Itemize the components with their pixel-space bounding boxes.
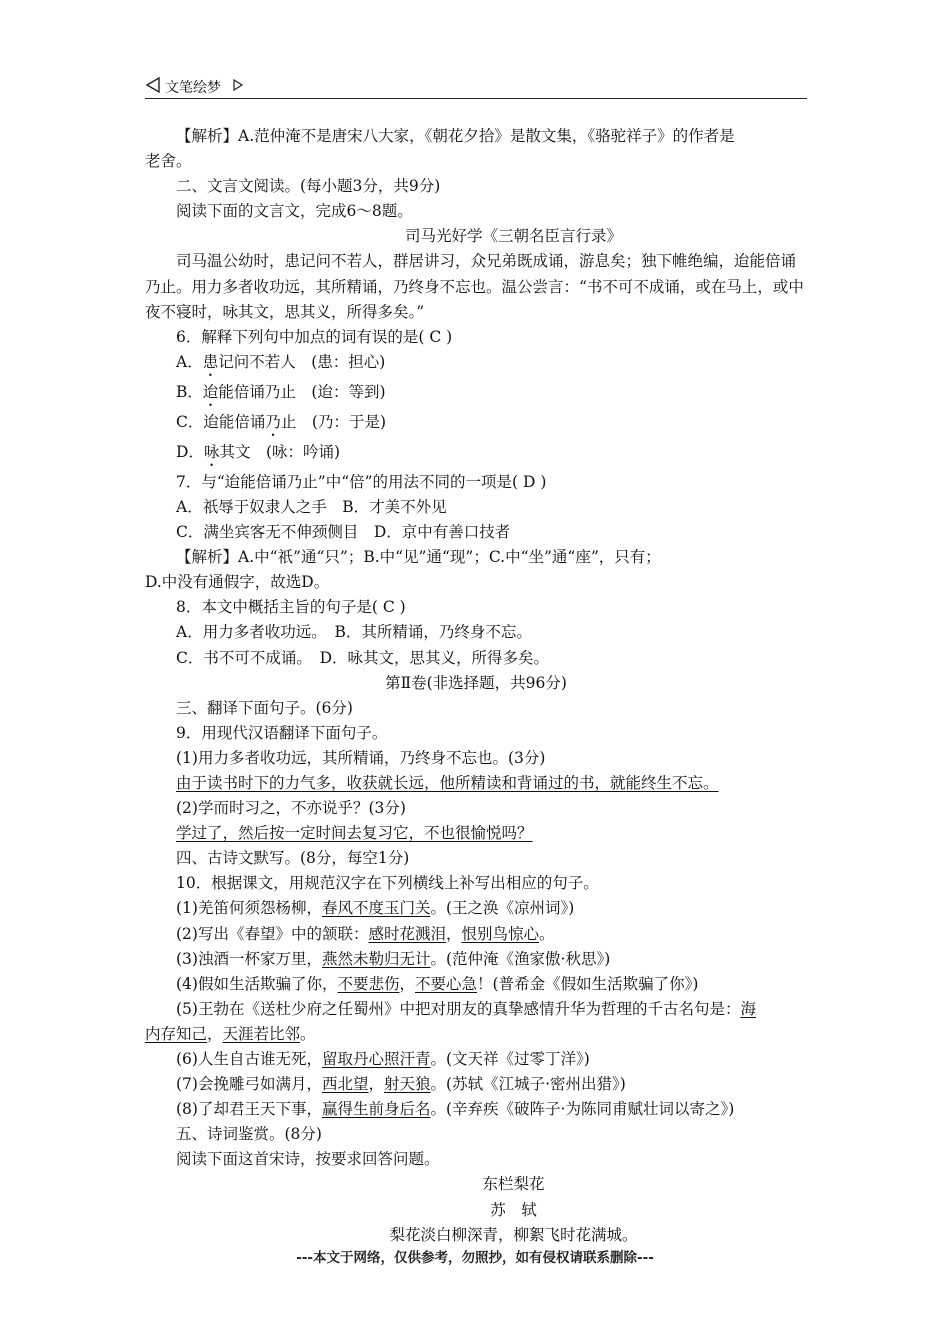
volume-heading: 第Ⅱ卷(非选择题，共96分) (385, 673, 567, 692)
analysis-7-cont: D.中没有通假字，故选D。 (145, 573, 330, 592)
recital-3: (3)浊酒一杯家万里，燕然未勒归无计。(范仲淹《渔家傲·秋思》) (176, 949, 611, 968)
question-9-2: (2)学而时习之，不亦说乎？(3分) (176, 799, 406, 818)
section-heading: 二、文言文阅读。(每小题3分，共9分) (176, 177, 441, 196)
answer-blank: 感时花溅泪 (368, 924, 446, 943)
answer-blank: 不要悲伤 (337, 974, 400, 993)
answer-blank: 留取丹心照汗青 (321, 1050, 431, 1068)
passage-text: 司马温公幼时，患记问不若人，群居讲习，众兄弟既成诵，游息矣；独下帷绝编，迨能倍诵乃止。用力多者收功远，其所精诵，乃终身不忘也。温公尝言：“书不可不成诵，或在马上，或中夜不寝时，咏其文，思其义，所得多矣。” (145, 252, 804, 321)
recital-7: (7)会挽雕弓如满月，西北望，射天狼。(苏轼《江城子·密州出猎》) (176, 1075, 626, 1094)
answer-blank: 不要心急 (415, 974, 478, 993)
analysis-7: 【解析】A.中“祇”通“只”；B.中“见”通“现”；C.中“坐”通“座”，只有； (176, 548, 661, 567)
document-body (145, 124, 807, 1248)
poem-author: 苏 轼 (490, 1200, 537, 1219)
instruction: 阅读下面的文言文，完成6～8题。 (176, 202, 413, 221)
section-heading: 五、诗词鉴赏。(8分) (176, 1125, 322, 1144)
right-triangle-icon (233, 79, 243, 91)
recital-5-cont: 内存知己，天涯若比邻。 (145, 1024, 316, 1043)
question-8: 8．本文中概括主旨的句子是( C ) (176, 598, 406, 617)
options-7ab: A．祇辱于奴隶人之手 B．才美不外见 (176, 497, 447, 516)
page-footer: ---本文于网络，仅供参考，勿照抄，如有侵权请联系删除--- (296, 1250, 654, 1266)
answer-blank: 赢得生前身后名 (321, 1100, 431, 1119)
recital-5: (5)王勃在《送杜少府之任蜀州》中把对朋友的真挚感情升华为哲理的千古名句是：海 (176, 999, 756, 1018)
question-9-1: (1)用力多者收功远，其所精诵，乃终身不忘也。(3分) (176, 748, 546, 767)
recital-1: (1)羌笛何须怨杨柳，春风不度玉门关。(王之涣《凉州词》) (176, 899, 575, 918)
options-8ab: A．用力多者收功远。 B．其所精诵，乃终身不忘。 (176, 623, 532, 642)
options-7cd: C．满坐宾客无不伸颈侧目 D．京中有善口技者 (176, 523, 511, 542)
answer-blank: 内存知己 (145, 1024, 208, 1043)
question-9: 9．用现代汉语翻译下面句子。 (176, 723, 388, 742)
answer-blank: 春风不度玉门关 (321, 899, 431, 918)
page-header (145, 76, 807, 99)
answer-blank: 燕然未勒归无计 (321, 949, 431, 968)
answer-blank: 射天狼 (384, 1075, 431, 1094)
option-6a: A．患记问不若人 (患：担心) (176, 352, 386, 371)
recital-2: (2)写出《春望》中的颔联：感时花溅泪，恨别鸟惊心。 (176, 924, 555, 943)
recital-8: (8)了却君王天下事，赢得生前身后名。(辛弃疾《破阵子·为陈同甫赋壮词以寄之》) (176, 1100, 735, 1119)
answer-9-1: 由于读书时下的力气多，收获就长远，他所精读和背诵过的书，就能终生不忘。 (176, 773, 719, 792)
answer-blank: 西北望 (321, 1075, 369, 1094)
analysis-line: 【解析】A.范仲淹不是唐宋八大家，《朝花夕拾》是散文集，《骆驼祥子》的作者是 (176, 127, 735, 145)
dotted-word: 迨 (202, 382, 219, 401)
question-6: 6．解释下列句中加点的词有误的是( C ) (176, 327, 453, 346)
analysis-line: 老舍。 (145, 152, 192, 171)
dotted-word: 乃 (265, 412, 281, 431)
header-brand: 文笔绘梦 (165, 80, 221, 96)
answer-blank: 恨别鸟惊心 (461, 924, 540, 943)
instruction: 阅读下面这首宋诗，按要求回答问题。 (176, 1150, 440, 1169)
question-10: 10．根据课文，用规范汉字在下列横线上补写出相应的句子。 (176, 874, 599, 893)
poem-title: 东栏梨花 (482, 1175, 545, 1194)
recital-6: (6)人生自古谁无死，留取丹心照汗青。(文天祥《过零丁洋》) (176, 1050, 590, 1068)
option-6c: C．迨能倍诵乃止 (乃：于是) (176, 412, 386, 431)
options-8cd: C．书不可不成诵。 D．咏其文，思其义，所得多矣。 (176, 648, 550, 667)
answer-9-2: 学过了，然后按一定时间去复习它，不也很愉悦吗？ (176, 824, 533, 843)
answer-blank: 天涯若比邻 (222, 1024, 301, 1043)
recital-4: (4)假如生活欺骗了你，不要悲伤，不要心急！(普希金《假如生活欺骗了你》) (176, 974, 699, 993)
left-triangle-icon (145, 77, 161, 93)
answer-blank: 海 (740, 999, 756, 1018)
section-heading: 四、古诗文默写。(8分，每空1分) (176, 849, 410, 868)
option-6b: B．迨能倍诵乃止 (迨：等到) (176, 382, 386, 401)
poem-line: 梨花淡白柳深青，柳絮飞时花满城。 (389, 1225, 638, 1244)
option-6d: D．咏其文 (咏：吟诵) (176, 442, 341, 461)
section-heading: 三、翻译下面句子。(6分) (176, 698, 353, 717)
dotted-word: 咏 (203, 442, 220, 461)
question-7: 7．与“迨能倍诵乃止”中“倍”的用法不同的一项是( D ) (176, 472, 547, 491)
passage-title: 司马光好学《三朝名臣言行录》 (404, 227, 622, 246)
dotted-word: 患 (202, 352, 219, 371)
